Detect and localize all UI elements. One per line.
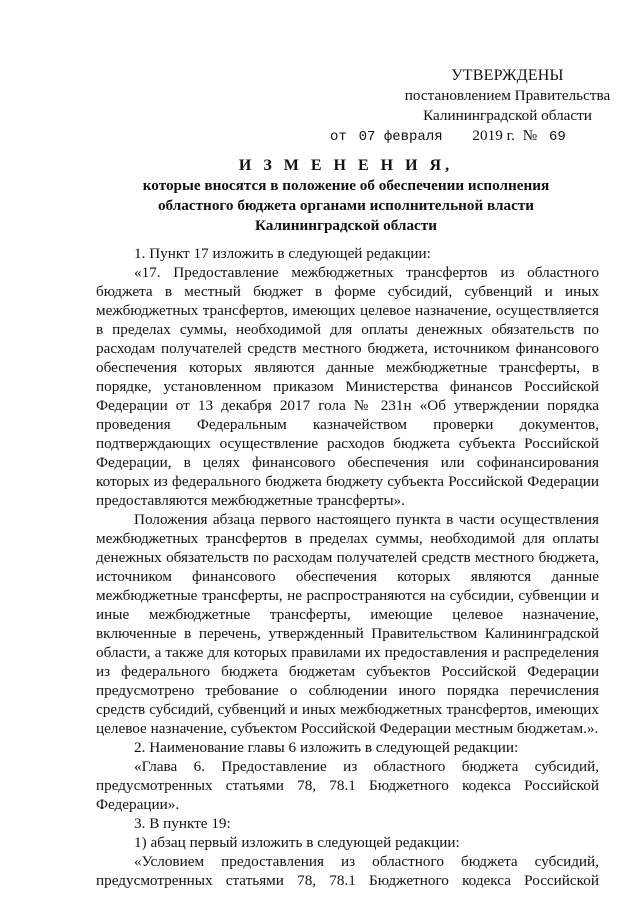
approval-line-1: постановлением Правительства: [404, 87, 611, 104]
paragraph-1: 1. Пункт 17 изложить в следующей редакции:: [134, 245, 431, 262]
number-sign: №: [522, 127, 538, 144]
heading-subtitle-2: областного бюджета органами исполнительной власти: [157, 197, 535, 214]
date-year: 2019 г.: [472, 127, 515, 144]
date-prefix: от: [330, 129, 347, 145]
heading-title: И З М Е Н Е Н И Я,: [238, 157, 454, 174]
date-value: 07 февраля: [358, 129, 443, 145]
document-number: 69: [549, 129, 566, 145]
paragraph-8: «Условием предоставления из областного бюджета субсидий, предусмотренных статьями 78, 78.1 Бюджетного кодекса Российской: [96, 853, 599, 889]
paragraph-5: «Глава 6. Предоставление из областного бюджета субсидий, предусмотренных статьями 78, 78.1 Бюджетного кодекса Российской Федерации».: [96, 758, 599, 813]
approval-line-2: Калининградской области: [423, 107, 592, 124]
document-heading: [96, 156, 596, 236]
document-body: [96, 244, 599, 890]
paragraph-6: 3. В пункте 19:: [134, 815, 231, 832]
paragraph-7: 1) абзац первый изложить в следующей редакции:: [134, 834, 460, 851]
paragraph-4: 2. Наименование главы 6 изложить в следующей редакции:: [134, 739, 519, 756]
heading-subtitle-3: Калининградской области: [255, 217, 437, 234]
approval-date-row: [330, 126, 610, 147]
paragraph-3: Положения абзаца первого настоящего пункта в части осуществления межбюджетных трансфертов в пределах суммы, необходимой для оплаты денежных обязательств по расходам получателей средств местного бюджета, источником финансового обеспечения которых являются данные межбюджетные трансферты, не распространяются на субсидии, субвенции и иные межбюджетные трансферты, имеющие целевое назначение, включенные в перечень, утвержденный Правительством Калининградской области, а также для которых правилами их предоставления и распределения из федерального бюджета бюджетам субъектов Российской Федерации предусмотрено требование о соблюдении иного порядка перечисления средств субсидий, субвенций и иных межбюджетных трансфертов, имеющих целевое назначение, субъектом Российской Федерации местным бюджетам.».: [96, 511, 599, 737]
paragraph-2: «17. Предоставление межбюджетных трансфертов из областного бюджета в местный бюджет в форме субсидий, субвенций и иных межбюджетных трансфертов, имеющих целевое назначение, осуществляется в пределах суммы, необходимой для оплаты денежных обязательств по расходам получателей средств местного бюджета, источником финансового обеспечения которых являются данные межбюджетные трансферты, в порядке, установленном приказом Министерства финансов Российской Федерации от 13 декабря 2017 гола № 231н «Об утверждении порядка проведения Федеральным казначейством проверки документов, подтверждающих осуществление расходов бюджета субъекта Российской Федерации, в целях финансового обеспечения или софинансирования которых из федерального бюджета бюджету субъекта Российской Федерации предоставляются межбюджетные трансферты».: [96, 264, 599, 509]
approval-title: УТВЕРЖДЕНЫ: [451, 67, 564, 84]
approval-stamp: [330, 66, 620, 145]
heading-subtitle-1: которые вносятся в положение об обеспечении исполнения: [142, 177, 550, 194]
